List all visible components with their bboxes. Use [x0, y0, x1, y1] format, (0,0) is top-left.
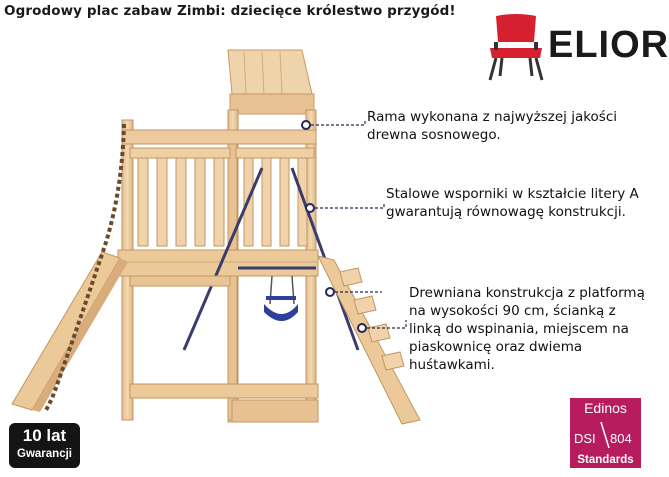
warranty-years: 10 lat: [22, 426, 67, 445]
callout-frame-material: Rama wykonana z najwyższej jakości drewna sosnowego.: [367, 109, 618, 143]
swing-seats: [264, 276, 298, 321]
badge-code-left: DSI: [574, 431, 596, 446]
warranty-badge: [9, 423, 80, 468]
badge-name: Edinos: [584, 400, 627, 416]
climbing-wall: [12, 124, 128, 412]
tower-roof: [228, 50, 314, 114]
callout-construction: Drewniana konstrukcja z platformą na wysokości 90 cm, ścianką z linką do wspinania, miejscem na piaskownicę oraz dwiema huśtawkami.: [409, 285, 645, 373]
edinos-standards-badge: [570, 398, 641, 468]
badge-code-right: 804: [610, 431, 632, 446]
page-title: Ogrodowy plac zabaw Zimbi: dziecięce królestwo przygód!: [4, 3, 456, 19]
callout-steel-supports: Stalowe wsporniki w kształcie litery A gwarantują równowagę konstrukcji.: [386, 186, 639, 220]
sandpit-frame: [130, 384, 318, 398]
railing-left: [130, 148, 230, 246]
brand-name: ELIOR: [548, 24, 669, 66]
badge-standard: Standards: [577, 454, 634, 466]
ladder-ramp: [318, 256, 420, 424]
callout-lines: [306, 120, 406, 328]
warranty-label: Gwarancji: [17, 448, 72, 460]
